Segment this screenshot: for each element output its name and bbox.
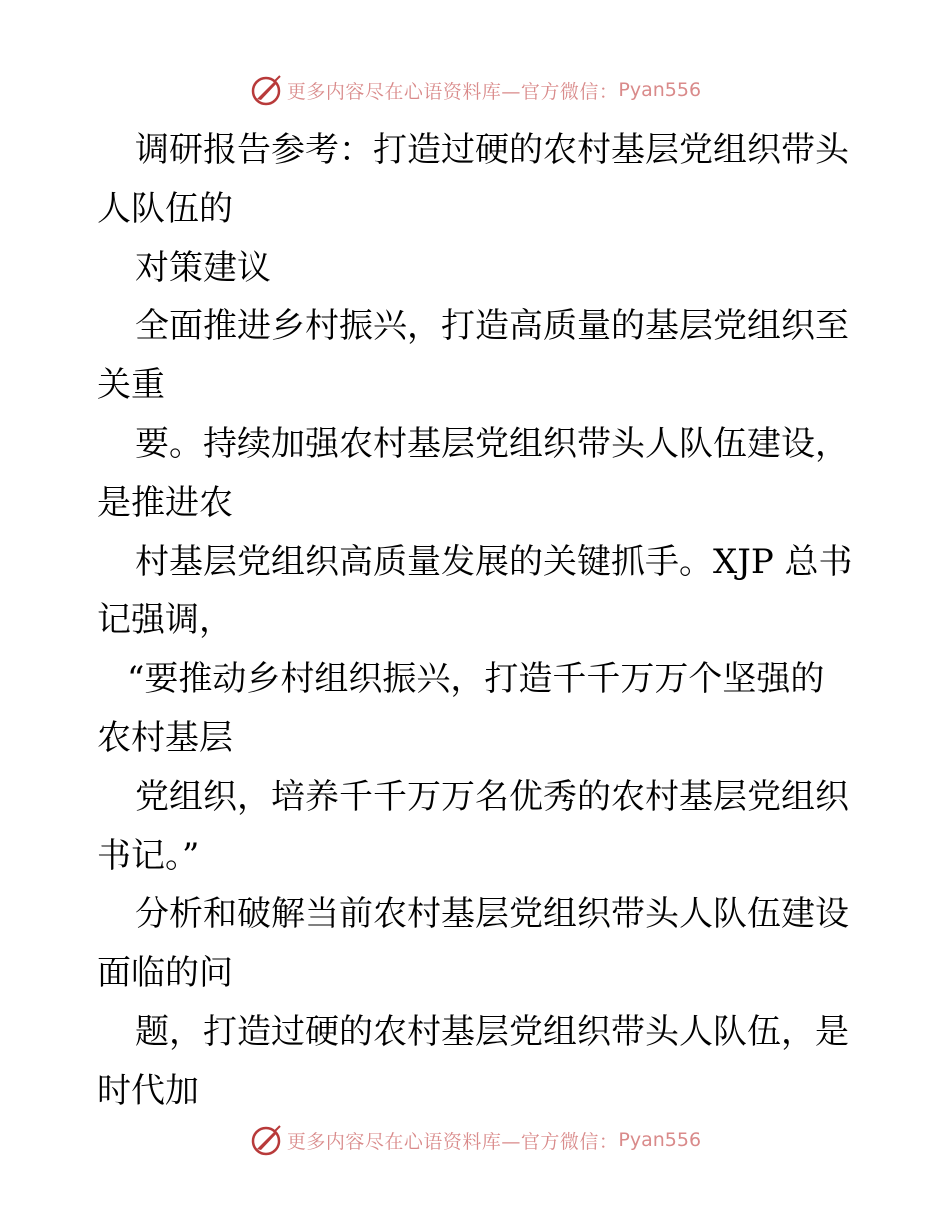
header-wechat-id: Pyan556 [618, 79, 702, 101]
paragraph-line: 党组织，培养千千万万名优秀的农村基层党组织 [135, 776, 849, 817]
paragraph-line: 书记。” [97, 835, 200, 876]
footer-banner-text: 更多内容尽在心语资料库—官方微信： [286, 1130, 619, 1153]
paragraph-line: 题，打造过硬的农村基层党组织带头人队伍，是 [135, 1011, 849, 1052]
paragraph-line: 面临的问 [97, 953, 233, 994]
quill-pen-logo-icon [249, 73, 283, 107]
paragraph-line: 调研报告参考：打造过硬的农村基层党组织带头 [135, 130, 849, 170]
paragraph-line: 记强调， [97, 600, 233, 641]
paragraph-line: “要推动乡村组织振兴，打造千千万万个坚强的 [127, 659, 825, 700]
header-banner-text: 更多内容尽在心语资料库—官方微信： [286, 80, 619, 103]
header-banner [0, 70, 950, 110]
quill-pen-logo-icon [249, 1123, 283, 1157]
paragraph-line: 村基层党组织高质量发展的关键抓手。XJP 总书 [135, 541, 853, 582]
paragraph-line: 人队伍的 [97, 188, 233, 229]
paragraph-line: 关重 [97, 365, 165, 406]
paragraph-line: 分析和破解当前农村基层党组织带头人队伍建设 [135, 894, 849, 935]
paragraph-line: 是推进农 [97, 482, 233, 523]
footer-wechat-id: Pyan556 [618, 1129, 702, 1151]
paragraph-line: 农村基层 [97, 717, 233, 758]
paragraph-line: 要。持续加强农村基层党组织带头人队伍建设， [135, 423, 849, 464]
paragraph-line: 对策建议 [135, 247, 271, 288]
document-body [97, 121, 857, 1121]
paragraph-line: 时代加 [97, 1070, 199, 1111]
footer-banner [0, 1120, 950, 1160]
paragraph-line: 全面推进乡村振兴，打造高质量的基层党组织至 [135, 306, 849, 347]
